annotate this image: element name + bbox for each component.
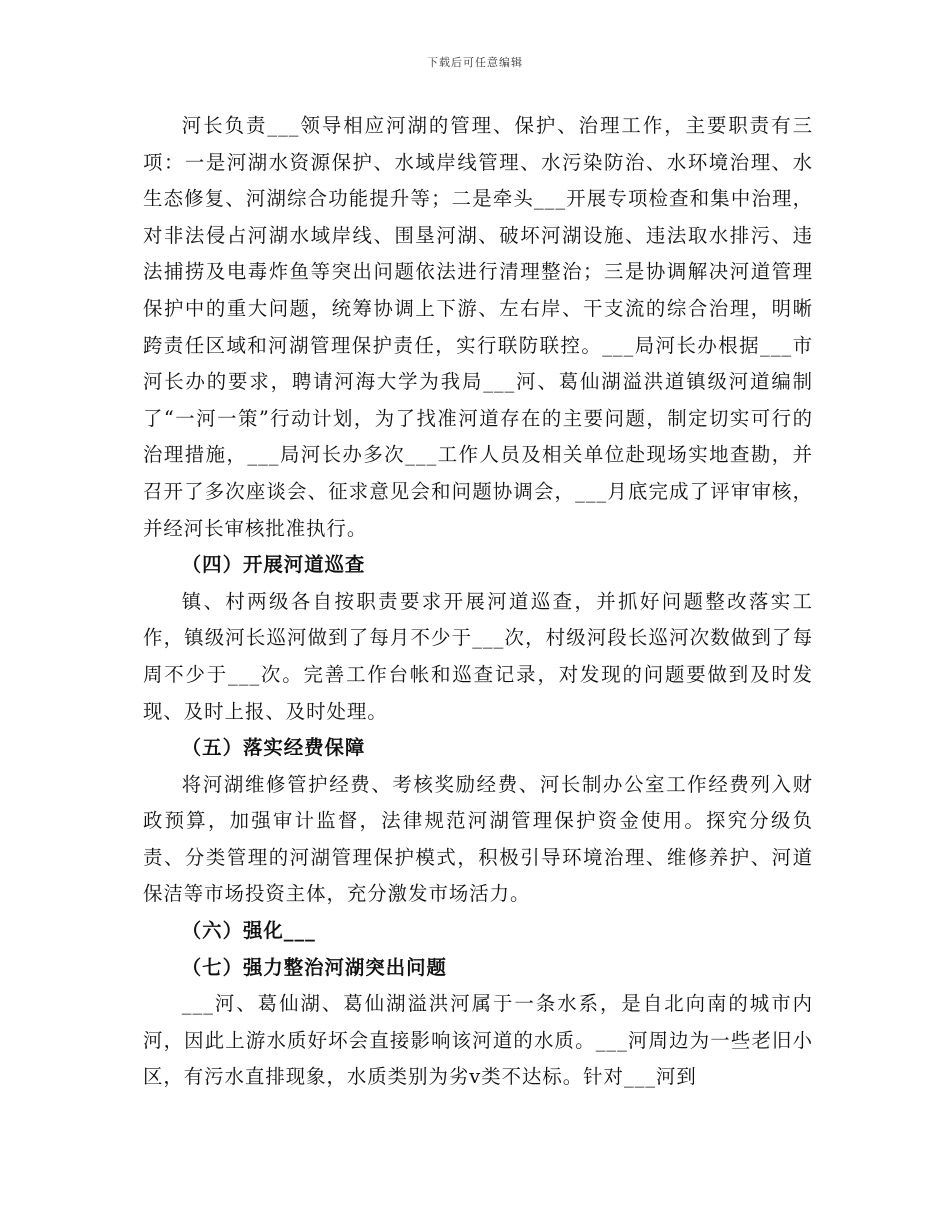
paragraph-river-chief-duties: 河长负责___领导相应河湖的管理、保护、治理工作，主要职责有三项：一是河湖水资源保护、水域岸线管理、水污染防治、水环境治理、水生态修复、河湖综合功能提升等；二是牵头___开展专项检查和集中治理，对非法侵占河湖水域岸线、围垦河湖、破坏河湖设施、违法取水排污、违法捕捞及电毒炸鱼等突出问题依法进行清理整治；三是协调解决河道管理保护中的重大问题，统筹协调上下游、左右岸、干支流的综合治理，明晰跨责任区域和河湖管理保护责任，实行联防联控。___局河长办根据___市河长办的要求，聘请河海大学为我局___河、葛仙湖溢洪道镇级河道编制了“一河一策”行动计划，为了找准河道存在的主要问题，制定切实可行的治理措施，___局河长办多次___工作人员及相关单位赴现场实地查勘，并召开了多次座谈会、征求意见会和问题协调会，___月底完成了评审审核，并经河长审核批准执行。 xyxy=(143,114,813,540)
paragraph-funding: 将河湖维修管护经费、考核奖励经费、河长制办公室工作经费列入财政预算，加强审计监督，法律规范河湖管理保护资金使用。探究分级负责、分类管理的河湖管理保护模式，积极引导环境治理、维修养护、河道保洁等市场投资主体，充分激发市场活力。 xyxy=(143,772,813,906)
page-header: 下载后可任意编辑 xyxy=(427,56,523,69)
paragraph-river-problems: ___河、葛仙湖、葛仙湖溢洪河属于一条水系，是自北向南的城市内河，因此上游水质好坏会直接影响该河道的水质。___河周边为一些老旧小区，有污水直排现象，水质类别为劣v类不达标。针对___河到 xyxy=(143,992,813,1089)
paragraph-river-patrol: 镇、村两级各自按职责要求开展河道巡查，并抓好问题整改落实工作，镇级河长巡河做到了每月不少于___次，村级河段长巡河次数做到了每周不少于___次。完善工作台帐和巡查记录，对发现的问题要做到及时发现、及时上报、及时处理。 xyxy=(143,589,813,723)
section-heading-7: （七）强力整治河湖突出问题 xyxy=(181,955,447,979)
section-heading-5: （五）落实经费保障 xyxy=(181,736,366,760)
section-heading-4: （四）开展河道巡查 xyxy=(181,553,366,577)
document-body xyxy=(143,108,813,1096)
section-heading-6: （六）强化___ xyxy=(181,919,316,943)
